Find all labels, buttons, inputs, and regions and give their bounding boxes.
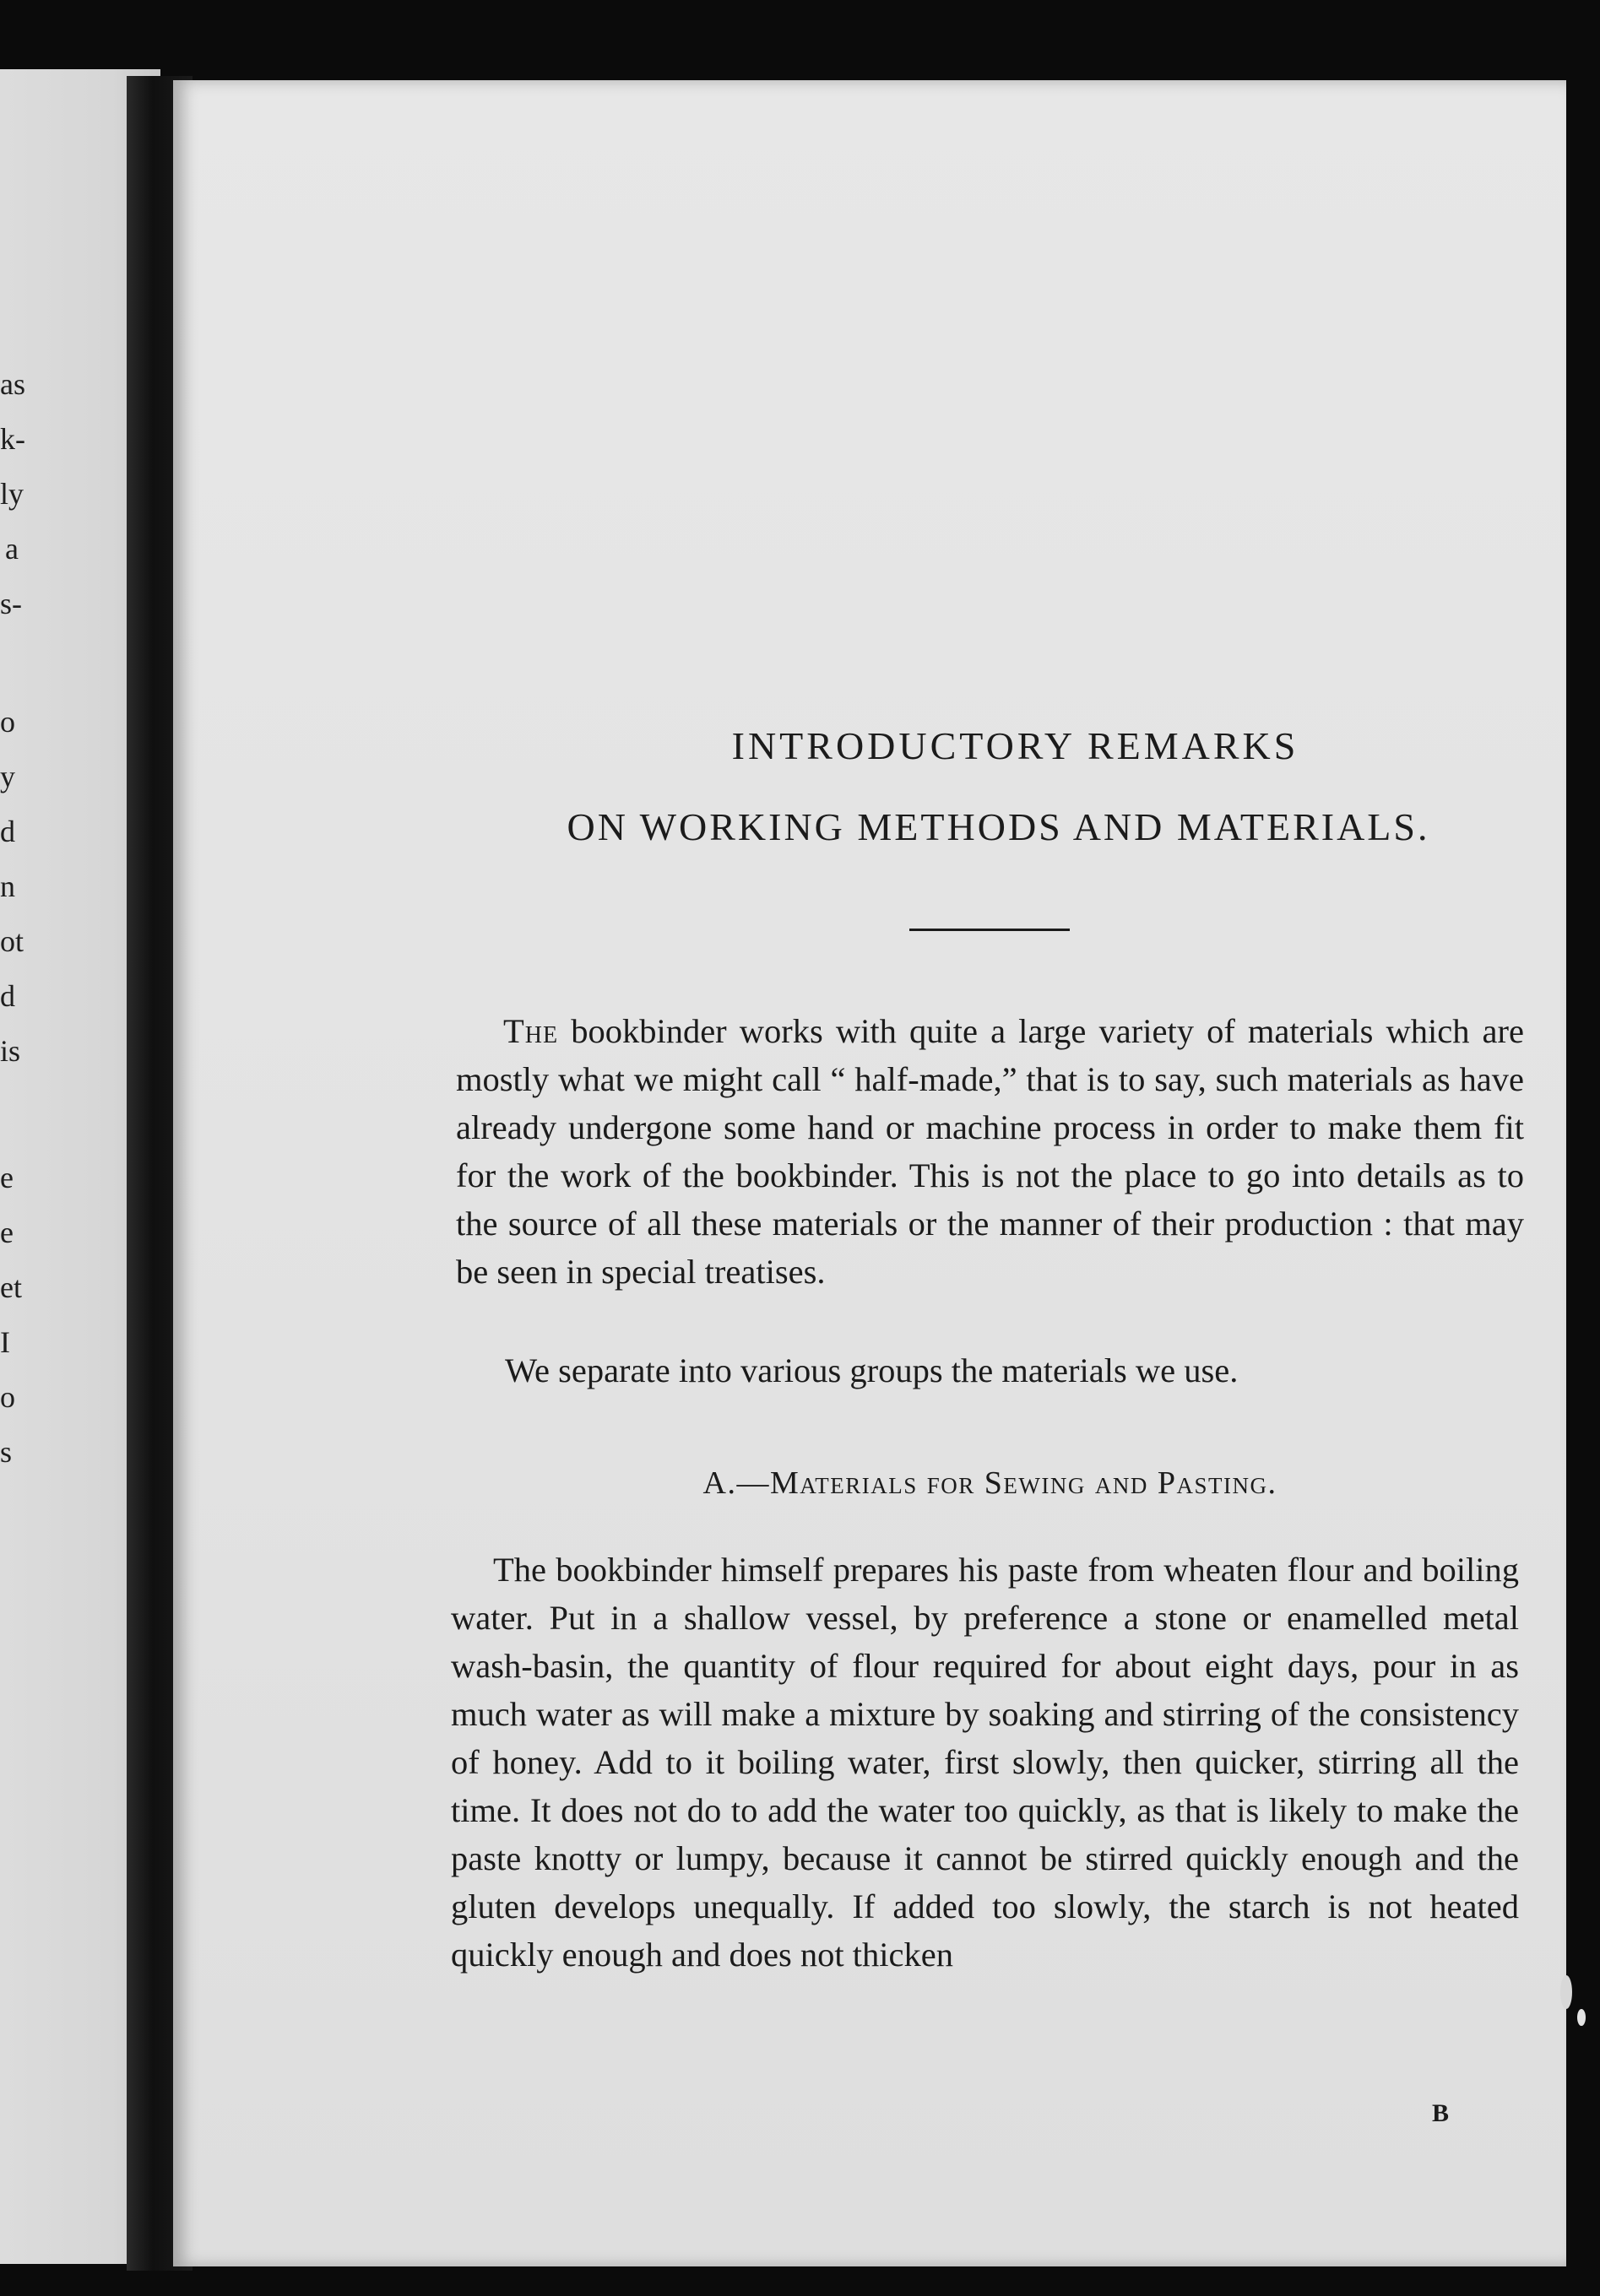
chapter-subtitle: ON WORKING METHODS AND MATERIALS. [567, 805, 1430, 848]
chapter-title: INTRODUCTORY REMARKS [731, 724, 1299, 767]
left-page-fragment: e [0, 1216, 14, 1249]
paragraph-body: The bookbinder himself prepares his paste from wheaten flour and boiling water. Put in a shallow vessel, by preference a stone or enamelled metal wash-basin, the quantity of flour required for about eight days, pour in as much water as will make a mixture by soaking and stirring of the consistency of honey. Add to it boiling water, first slowly, then quicker, stirring all the time. It does not do to add the water too quickly, as that is likely to make the paste knotty or lumpy, because it cannot be stirred quickly enough and the gluten develops unequally. If added too slowly, the starch is not heated quickly enough and does not thicken [451, 1551, 1519, 1974]
signature-mark: B [1432, 2099, 1450, 2127]
left-page-fragment: is [0, 1034, 21, 1068]
paragraph-intro [456, 1007, 1524, 1296]
left-page-fragment: y [0, 760, 15, 793]
left-page-fragment: ot [0, 924, 24, 958]
left-page-fragment: n [0, 869, 15, 903]
scan-border-right [1566, 84, 1600, 2279]
title-rule [909, 929, 1070, 931]
left-page-fragment: s [0, 1435, 13, 1469]
left-page-fragment: e [0, 1161, 14, 1194]
left-page-fragment: d [0, 815, 15, 848]
left-page-fragment: ly [0, 477, 24, 511]
paragraph-groups: We separate into various groups the materials we use. [505, 1351, 1239, 1389]
paragraph-paste [451, 1546, 1519, 1979]
left-page-fragment: k- [0, 422, 25, 456]
left-page-fragment: et [0, 1270, 22, 1304]
page-text-block [451, 80, 1524, 2275]
scan-artifact [1577, 2009, 1586, 2026]
left-page-fragment: o [0, 1380, 15, 1414]
left-page-fragment: I [0, 1325, 10, 1359]
section-heading: A.—Materials for Sewing and Pasting. [702, 1465, 1277, 1501]
paragraph-lead-word: The [503, 1012, 559, 1050]
paragraph-body: bookbinder works with quite a large variety of materials which are mostly what we might call “ half-made,” that is to say, such materials as have already undergone some hand or machine process in order to make them fit for the work of the bookbinder. This is not the place to go into details as to the source of all these materials or the manner of their production : that may be seen in special treatises. [456, 1012, 1524, 1291]
book-page [173, 80, 1566, 2266]
left-page-fragment: o [0, 705, 15, 739]
left-page-fragment: a [5, 532, 19, 566]
scan-artifact [1560, 1975, 1572, 2009]
left-page-fragment: d [0, 979, 15, 1013]
left-page-fragment: as [0, 367, 25, 401]
left-page-fragment: s- [0, 587, 22, 620]
